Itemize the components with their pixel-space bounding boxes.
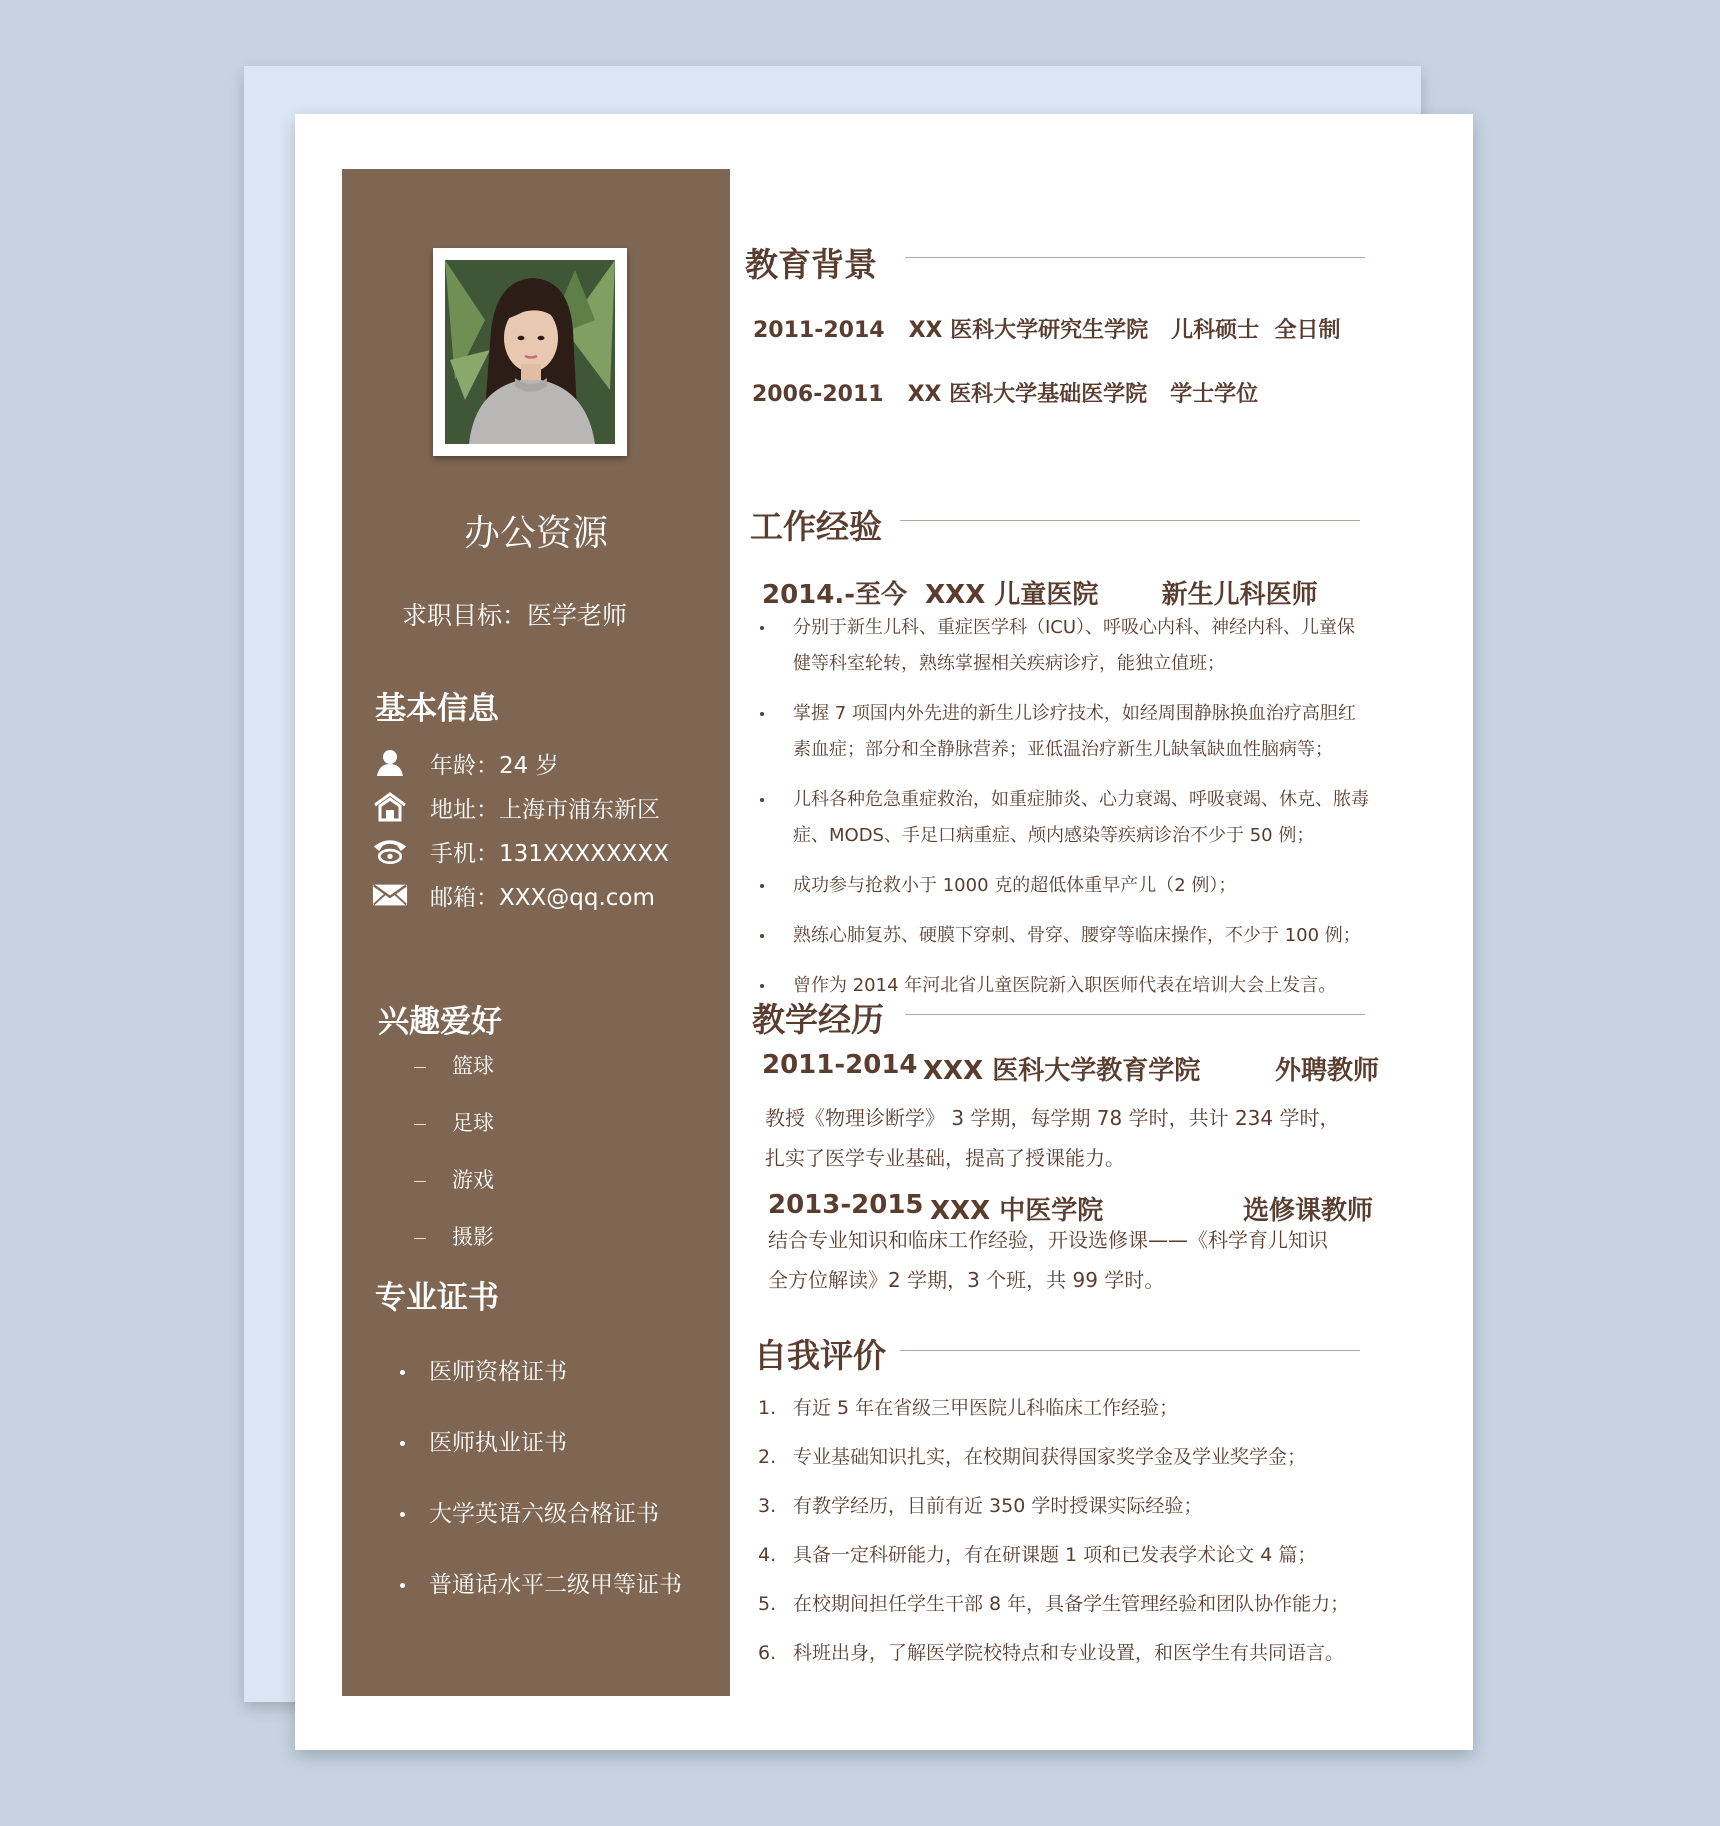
info-row-age bbox=[372, 745, 559, 781]
portrait-image bbox=[445, 260, 615, 444]
self-eval-item: 3. 有教学经历，目前有近 350 学时授课实际经验； bbox=[758, 1495, 1203, 1517]
info-row-address bbox=[372, 789, 660, 825]
basic-info-title: 基本信息 bbox=[375, 691, 499, 727]
self-eval-title: 自我评价 bbox=[754, 1336, 886, 1375]
person-icon bbox=[372, 747, 408, 779]
info-phone: 手机：131XXXXXXXX bbox=[430, 840, 669, 867]
teaching-role: 选修课教师 bbox=[1243, 1196, 1374, 1226]
home-icon bbox=[372, 791, 408, 823]
work-title: 工作经验 bbox=[750, 507, 882, 546]
hobby-item: 摄影 bbox=[414, 1221, 494, 1251]
profile-photo bbox=[445, 260, 615, 444]
teaching-org: XXX 医科大学教育学院 bbox=[923, 1056, 1201, 1086]
self-eval-item: 2. 专业基础知识扎实，在校期间获得国家奖学金及学业奖学金； bbox=[758, 1446, 1307, 1468]
section-divider bbox=[905, 1014, 1365, 1015]
phone-icon bbox=[372, 835, 408, 867]
education-row: 2006-2011 XX 医科大学基础医学院 学士学位 bbox=[752, 382, 1259, 407]
info-email: 邮箱：XXX@qq.com bbox=[430, 884, 655, 911]
education-title: 教育背景 bbox=[745, 245, 877, 284]
job-heading: 2014.-至今 XXX 儿童医院 新生儿科医师 bbox=[762, 580, 1318, 610]
certificate-item: 普通话水平二级甲等证书 bbox=[400, 1566, 682, 1599]
certificates-title: 专业证书 bbox=[375, 1280, 499, 1316]
profile-photo-frame bbox=[433, 248, 627, 456]
job-objective: 求职目标：医学老师 bbox=[402, 601, 628, 630]
info-address: 地址：上海市浦东新区 bbox=[430, 796, 660, 823]
hobby-item: 足球 bbox=[414, 1107, 494, 1137]
teaching-years: 2013-2015 bbox=[768, 1190, 924, 1220]
info-row-phone bbox=[372, 833, 669, 869]
certificate-item: 大学英语六级合格证书 bbox=[400, 1495, 659, 1528]
teaching-role: 外聘教师 bbox=[1275, 1056, 1380, 1086]
info-age: 年龄：24 岁 bbox=[430, 752, 559, 779]
hobby-item: 篮球 bbox=[414, 1050, 494, 1080]
teaching-org: XXX 中医学院 bbox=[930, 1196, 1104, 1226]
section-divider bbox=[905, 257, 1365, 258]
candidate-name: 办公资源 bbox=[463, 513, 608, 554]
certificate-item: 医师执业证书 bbox=[400, 1424, 567, 1457]
teaching-description: 结合专业知识和临床工作经验，开设选修课——《科学育儿知识 全方位解读》2 学期，3 个班，共 99 学时。 bbox=[768, 1228, 1328, 1292]
info-row-email bbox=[372, 877, 655, 913]
section-divider bbox=[900, 1350, 1360, 1351]
certificate-item: 医师资格证书 bbox=[400, 1353, 567, 1386]
self-eval-item: 6. 科班出身，了解医学院校特点和专业设置，和医学生有共同语言。 bbox=[758, 1642, 1345, 1664]
teaching-description: 教授《物理诊断学》 3 学期，每学期 78 学时，共计 234 学时， 扎实了医学专业基础，提高了授课能力。 bbox=[765, 1106, 1340, 1170]
self-eval-item: 4. 具备一定科研能力，有在研课题 1 项和已发表学术论文 4 篇； bbox=[758, 1544, 1317, 1566]
education-row: 2011-2014 XX 医科大学研究生学院 儿科硕士 全日制 bbox=[753, 318, 1341, 343]
self-eval-item: 1. 有近 5 年在省级三甲医院儿科临床工作经验； bbox=[758, 1397, 1179, 1419]
hobby-item: 游戏 bbox=[414, 1164, 494, 1194]
mail-icon bbox=[372, 879, 408, 911]
teaching-years: 2011-2014 bbox=[762, 1050, 918, 1080]
section-divider bbox=[900, 520, 1360, 521]
hobbies-title: 兴趣爱好 bbox=[378, 1004, 502, 1040]
self-eval-item: 5. 在校期间担任学生干部 8 年，具备学生管理经验和团队协作能力； bbox=[758, 1593, 1350, 1615]
teaching-title: 教学经历 bbox=[752, 1000, 884, 1039]
